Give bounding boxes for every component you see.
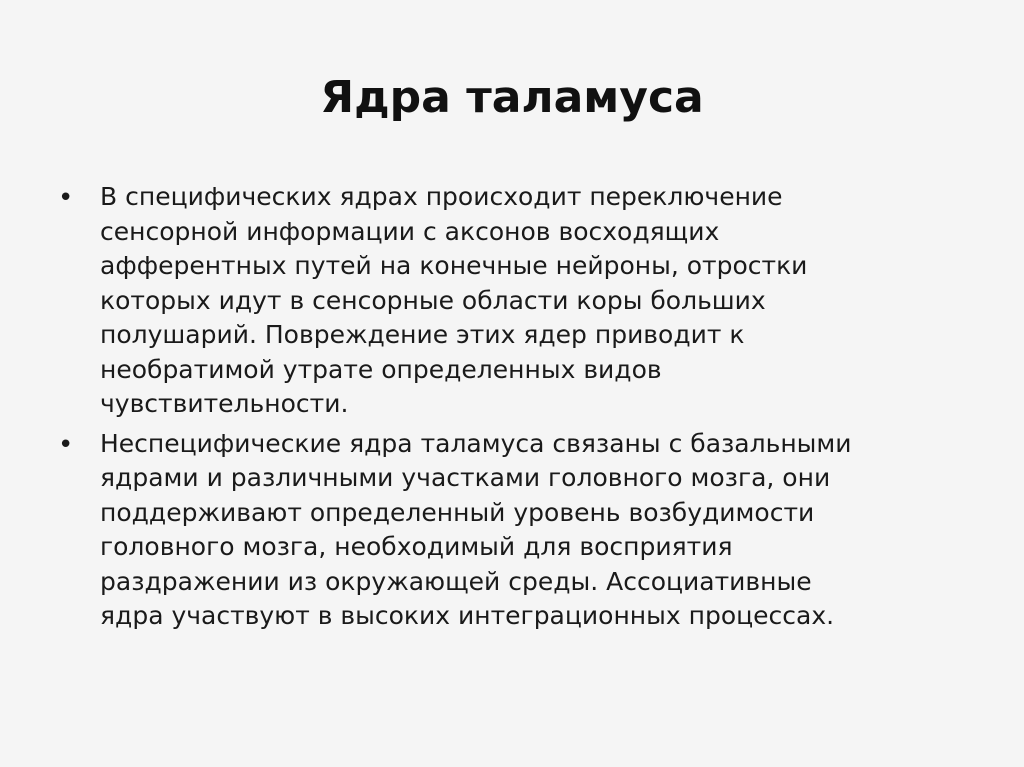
bullet-text-line: афферентных путей на конечные нейроны, отростки	[100, 251, 808, 280]
bullet-text-line: ядра участвуют в высоких интеграционных процессах.	[100, 601, 835, 630]
bullet-text-line: ядрами и различными участками головного мозга, они	[100, 463, 831, 492]
bullet-text-line: полушарий. Повреждение этих ядер приводит к	[100, 320, 745, 349]
bullet-text-line: сенсорной информации с аксонов восходящих	[100, 216, 720, 246]
bullet-text-line: В специфических ядрах происходит переключение	[100, 182, 783, 211]
bullet-dot-icon: •	[58, 183, 74, 213]
slide-title: Ядра таламуса	[320, 72, 704, 123]
bullet-text-line: которых идут в сенсорные области коры больших	[100, 285, 766, 315]
bullet-text-line: поддерживают определенный уровень возбудимости	[100, 497, 815, 527]
bullet-dot-icon: •	[58, 429, 74, 460]
bullet-list	[58, 180, 978, 639]
bullet-text-line: необратимой утрате определенных видов	[100, 354, 662, 384]
bullet-text-line: чувствительности.	[100, 389, 349, 418]
bullet-text-line: Неспецифические ядра таламуса связаны с базальными	[100, 428, 852, 458]
bullet-text-line: раздражении из окружающей среды. Ассоциативные	[100, 566, 812, 596]
bullet-text-line: головного мозга, необходимый для восприятия	[100, 532, 733, 561]
bullet-item	[58, 427, 978, 634]
bullet-item	[58, 180, 978, 422]
